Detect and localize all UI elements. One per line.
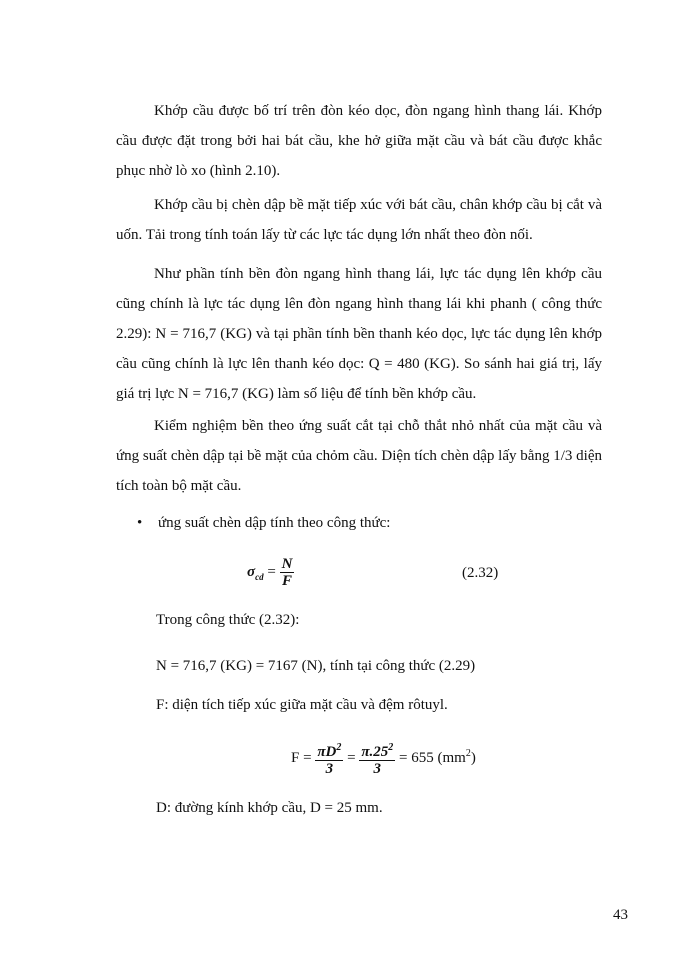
bullet-dot: • — [137, 515, 143, 531]
line-trong-cong-thuc: Trong công thức (2.32): — [156, 612, 300, 628]
fraction-n-over-f — [280, 556, 295, 589]
sigma-symbol: σ — [247, 564, 256, 580]
fraction-pi-d-squared — [315, 740, 343, 777]
line-f-definition: F: diện tích tiếp xúc giữa mặt cầu và đệm rôtuyl. — [156, 697, 448, 713]
paragraph-1: Khớp cầu được bố trí trên đòn kéo dọc, đòn ngang hình thang lái. Khớp cầu được đặt trong bởi hai bát cầu, khe hở giữa mặt cầu và bát cầu được khắc phục nhờ lò xo (hình 2.10). — [116, 103, 602, 179]
denominator-f: F — [281, 573, 292, 590]
numerator-pi-25-2: $\pi.25^2$ — [361, 742, 394, 761]
paragraph-3: Như phần tính bền đòn ngang hình thang lái, lực tác dụng lên khớp cầu cũng chính là lực tác dụng lên đòn ngang hình thang lái khi phanh ( công thức 2.29): N = 716,7 (KG) và tại phần tính bền thanh kéo dọc, lực tác dụng lên khớp cầu cũng chính là lực lên thanh kéo dọc: Q = 480 (KG). So sánh hai giá trị, lấy giá trị lực N = 716,7 (KG) làm số liệu để tính bền khớp cầu. — [116, 266, 602, 402]
bullet-text: ứng suất chèn dập tính theo công thức: — [158, 515, 391, 531]
equals-sign-2: = — [347, 750, 356, 766]
numerator-pi-d2: $\pi D^2$ — [317, 742, 342, 761]
area-result: = 655 $(mm^2)$ — [399, 748, 476, 766]
fraction-pi-25-squared — [359, 740, 395, 777]
page-number: 43 — [613, 907, 628, 923]
numerator-n: N — [281, 556, 293, 573]
line-n-value: N = 716,7 (KG) = 7167 (N), tính tại công thức (2.29) — [156, 658, 476, 674]
equation-number-2-32: (2.32) — [462, 565, 499, 581]
line-d-definition: D: đường kính khớp cầu, D = 25 mm. — [156, 800, 383, 816]
equals-sign: = — [267, 564, 276, 580]
equation-2-32 — [247, 555, 294, 594]
sigma-subscript: cd — [255, 572, 264, 582]
paragraph-2: Khớp cầu bị chèn dập bề mặt tiếp xúc với bát cầu, chân khớp cầu bị cắt và uốn. Tải trong tính toán lấy từ các lực tác dụng lớn nhất theo đòn nối. — [116, 197, 602, 243]
f-equals: F = — [291, 750, 312, 766]
denominator-3a: 3 — [325, 761, 334, 778]
paragraph-4: Kiểm nghiệm bền theo ứng suất cắt tại chỗ thắt nhỏ nhất của mặt cầu và ứng suất chèn dập tại bề mặt của chỏm cầu. Diện tích chèn dập lấy bằng 1/3 diện tích toàn bộ mặt cầu. — [116, 418, 602, 494]
denominator-3b: 3 — [373, 761, 382, 778]
equation-area-f — [291, 736, 476, 777]
